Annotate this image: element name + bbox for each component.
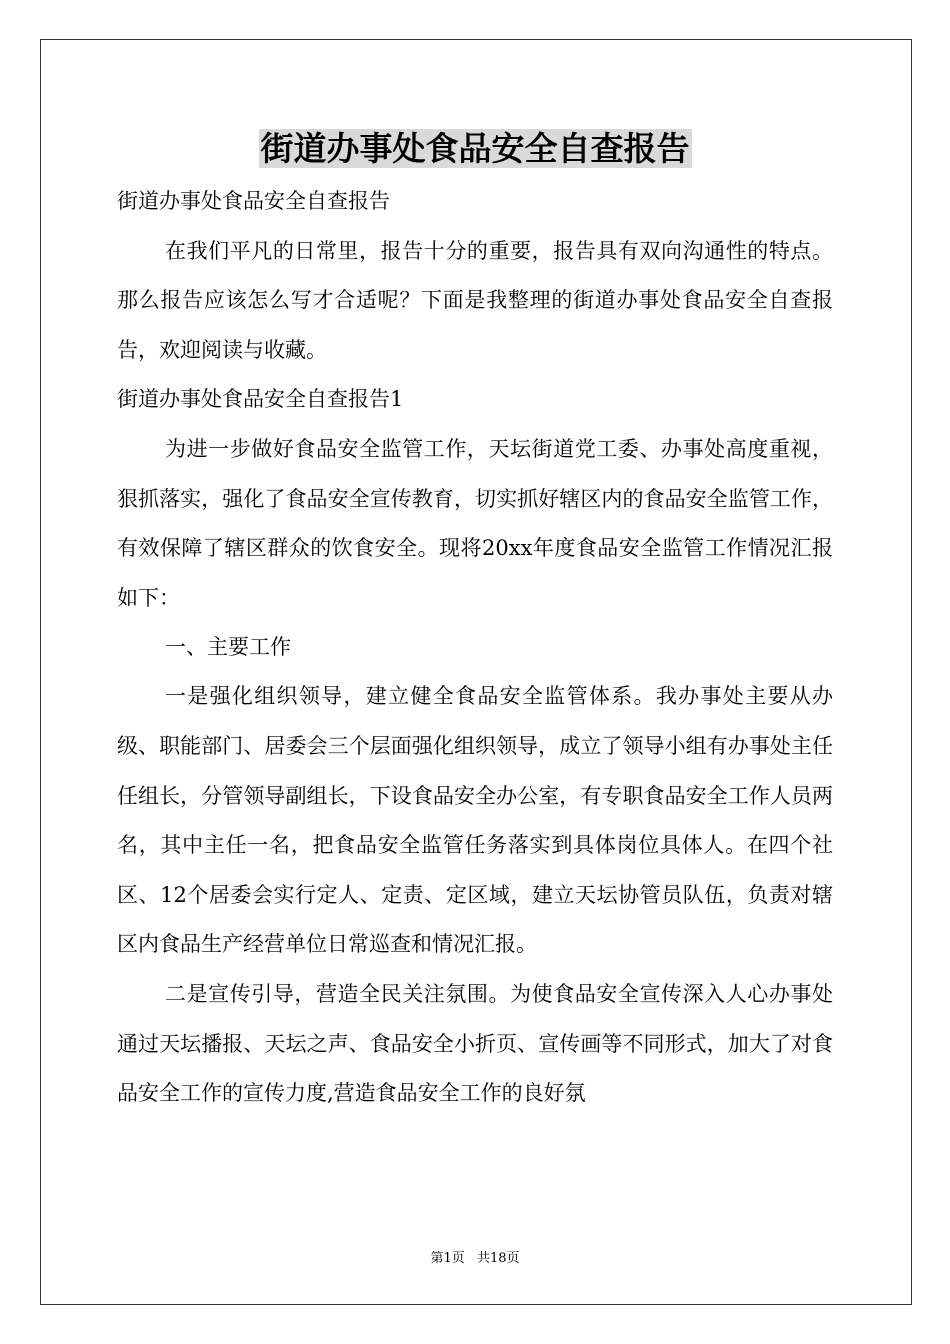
document-title	[0, 126, 950, 172]
page-total: 共18页	[476, 1251, 520, 1266]
intro-paragraph: 在我们平凡的日常里，报告十分的重要，报告具有双向沟通性的特点。那么报告应该怎么写才合适呢？下面是我整理的街道办事处食品安全自查报告，欢迎阅读与收藏。	[117, 238, 833, 362]
page-number: 第1页	[430, 1251, 465, 1266]
section-heading: 一、主要工作	[165, 635, 291, 660]
section-title: 街道办事处食品安全自查报告1	[117, 387, 404, 412]
document-title-text: 街道办事处食品安全自查报告	[260, 129, 690, 168]
body-paragraph: 一是强化组织领导，建立健全食品安全监管体系。我办事处主要从办级、职能部门、居委会三个层面强化组织领导，成立了领导小组有办事处主任任组长，分管领导副组长，下设食品安全办公室，有专职食品安全工作人员两名，其中主任一名，把食品安全监管任务落实到具体岗位具体人。在四个社区、12个居委会实行定人、定责、定区域，建立天坛协管员队伍，负责对辖区内食品生产经营单位日常巡查和情况汇报。	[117, 684, 833, 957]
subtitle-line: 街道办事处食品安全自查报告	[117, 189, 390, 213]
document-body	[117, 177, 833, 1119]
page-footer	[0, 1247, 950, 1266]
body-paragraph: 为进一步做好食品安全监管工作，天坛街道党工委、办事处高度重视，狠抓落实，强化了食品安全宣传教育，切实抓好辖区内的食品安全监管工作，有效保障了辖区群众的饮食安全。现将20xx年度食品安全监管工作情况汇报如下：	[117, 436, 833, 610]
body-paragraph: 二是宣传引导，营造全民关注氛围。为使食品安全宣传深入人心办事处通过天坛播报、天坛之声、食品安全小折页、宣传画等不同形式，加大了对食品安全工作的宣传力度,营造食品安全工作的良好氛	[117, 981, 833, 1106]
